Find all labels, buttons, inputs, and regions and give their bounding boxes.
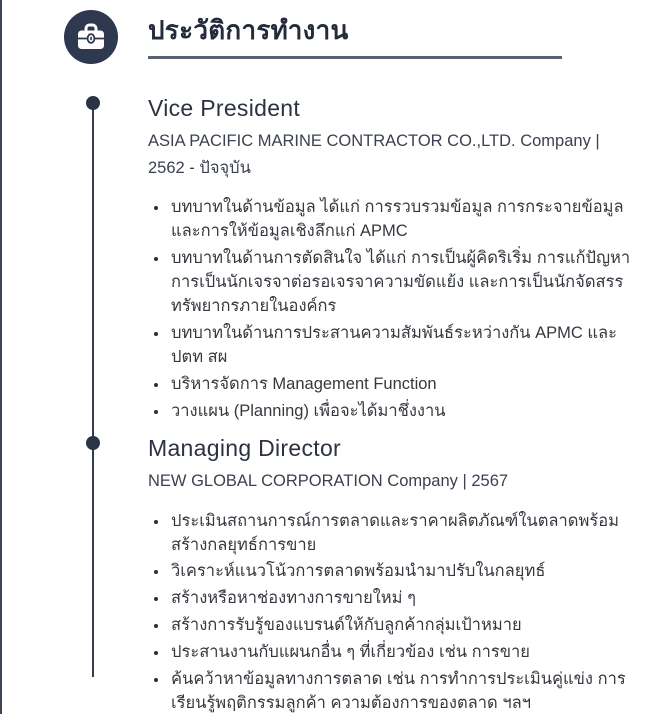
job-responsibility-item: • สร้างหรือหาช่องทางการขายใหม่ ๆ xyxy=(169,587,634,611)
job-responsibility-item: • บริหารจัดการ Management Function xyxy=(169,373,634,397)
job-company-and-period: NEW GLOBAL CORPORATION Company | 2567 xyxy=(148,471,509,490)
timeline-line xyxy=(92,103,94,677)
job-responsibilities-list xyxy=(148,510,634,716)
job-responsibility-item: • วิเคราะห์แนวโน้วการตลาดพร้อมนำมาปรับในกลยุทธ์ xyxy=(169,560,634,584)
job-responsibilities-list xyxy=(148,196,634,423)
job-company-and-period: ASIA PACIFIC MARINE CONTRACTOR CO.,LTD. Company | 2562 - ปัจจุบัน xyxy=(148,131,600,177)
job-entry-managing-director xyxy=(148,434,634,719)
timeline-dot xyxy=(86,436,100,450)
job-responsibility-item: • วางแผน (Planning) เพื่อจะได้มาชึ่งงาน xyxy=(169,400,634,424)
job-responsibility-item: • ประสานงานกับแผนกอื่น ๆ ที่เกี่ยวข้อง เช่น การขาย xyxy=(169,641,634,665)
briefcase-icon-badge xyxy=(64,10,118,64)
job-responsibility-item: • ค้นคว้าหาข้อมูลทางการตลาด เช่น การทำการประเมินคู่แข่ง การเรียนรู้พฤติกรรมลูกค้า ความต้องการของตลาด ฯลฯ xyxy=(169,668,634,716)
job-responsibility-item: • บทบาทในด้านการตัดสินใจ ได้แก่ การเป็นผู้คิดริเริ่ม การแก้ปัญหา การเป็นนักเจรจาต่อรอเจรจาความขัดแย้ง และการเป็นนักจัดสรรทรัพยากรภายในองค์กร xyxy=(169,247,634,319)
header-underline xyxy=(148,56,562,59)
job-responsibility-item: • บทบาทในด้านข้อมูล ได้แก่ การรวบรวมข้อมูล การกระจายข้อมูล และการให้ข้อมูลเชิงลึกแก่ APMC xyxy=(169,196,634,244)
job-title: Managing Director xyxy=(148,435,342,461)
timeline-dot xyxy=(86,96,100,110)
work-history-header xyxy=(64,10,562,64)
job-responsibility-item: • บทบาทในด้านการประสานความสัมพันธ์ระหว่างกัน APMC และ ปตท สผ xyxy=(169,322,634,370)
job-responsibility-item: • ประเมินสถานการณ์การตลาดและราคาผลิตภัณฑ์ในตลาดพร้อมสร้างกลยุทธ์การขาย xyxy=(169,510,634,558)
job-responsibility-item: • สร้างการรับรู้ของแบรนด์ให้กับลูกค้ากลุ่มเป้าหมาย xyxy=(169,614,634,638)
page-left-border xyxy=(0,0,2,714)
page-title: ประวัติการทำงาน xyxy=(148,15,349,45)
job-title: Vice President xyxy=(148,95,301,121)
job-entry-vice-president xyxy=(148,94,634,427)
briefcase-icon xyxy=(75,22,107,52)
